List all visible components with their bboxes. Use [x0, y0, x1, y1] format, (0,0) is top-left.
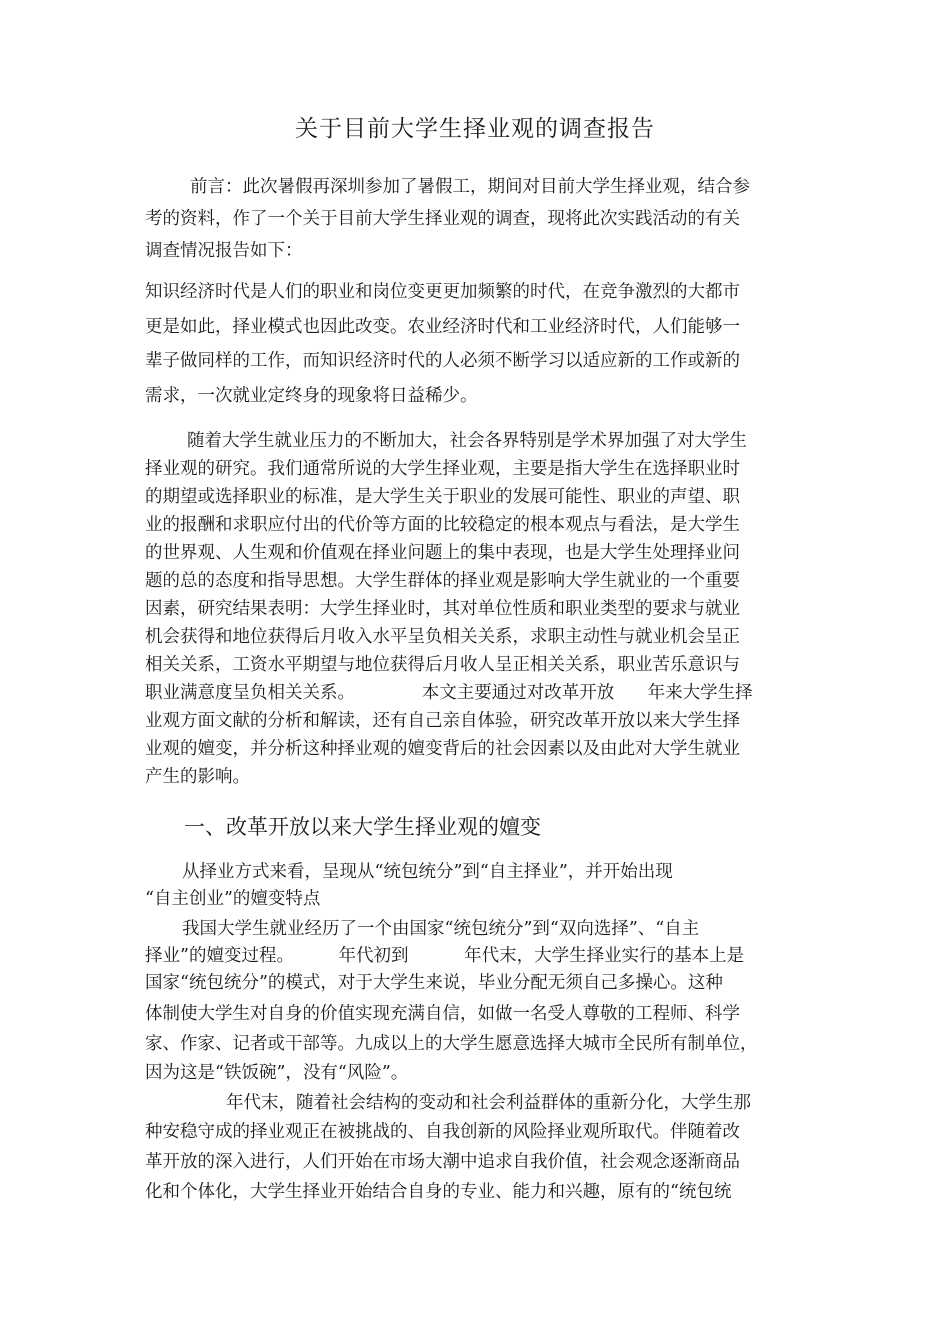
preface-line: 调查情况报告如下：	[145, 241, 303, 261]
preface-line: 考的资料，作了一个关于目前大学生择业观的调查，现将此次实践活动的有关	[145, 209, 740, 229]
paragraph-line: 种安稳守成的择业观正在被挑战的、自我创新的风险择业观所取代。伴随着改	[145, 1122, 740, 1142]
section-heading: 一、改革开放以来大学生择业观的嬗变	[184, 815, 541, 839]
paragraph-line: 体制使大学生对自身的价值实现充满自信，如做一名受人尊敬的工程师、科学	[145, 1004, 740, 1024]
paragraph-line: 知识经济时代是人们的职业和岗位变更更加频繁的时代，在竞争激烈的大都市	[145, 282, 740, 302]
paragraph-line: 的世界观、人生观和价值观在择业问题上的集中表现，也是大学生处理择业问	[145, 543, 740, 563]
paragraph-line: 我国大学生就业经历了一个由国家“统包统分”到“双向选择”、“自主	[182, 919, 700, 939]
paragraph-line: 因为这是“铁饭碗”，没有“风险”。	[145, 1063, 409, 1083]
paragraph-line: 择业观的研究。我们通常所说的大学生择业观，主要是指大学生在选择职业时	[145, 459, 740, 479]
paragraph-line: 相关关系，工资水平期望与地位获得后月收人呈正相关关系，职业苦乐意识与	[145, 655, 740, 675]
paragraph-line: 择业”的嬗变过程。 年代初到 年代末，大学生择业实行的基本上是	[145, 946, 745, 966]
paragraph-line: 需求，一次就业定终身的现象将日益稀少。	[145, 386, 478, 406]
paragraph-line: 产生的影响。	[145, 767, 250, 787]
paragraph-line: 随着大学生就业压力的不断加大，社会各界特别是学术界加强了对大学生	[187, 431, 747, 451]
subheading-line: 从择业方式来看，呈现从“统包统分”到“自主择业”，并开始出现	[182, 862, 673, 882]
subheading-line: “自主创业”的嬗变特点	[145, 889, 321, 909]
paragraph-line: 机会获得和地位获得后月收入水平呈负相关关系，求职主动性与就业机会呈正	[145, 627, 740, 647]
preface-line: 前言：此次暑假再深圳参加了暑假工，期间对目前大学生择业观，结合参	[190, 177, 750, 197]
paragraph-line: 更是如此，择业模式也因此改变。农业经济时代和工业经济时代，人们能够一	[145, 317, 740, 337]
paragraph-line: 的期望或选择职业的标准，是大学生关于职业的发展可能性、职业的声望、职	[145, 487, 740, 507]
paragraph-line: 辈子做同样的工作，而知识经济时代的人必须不断学习以适应新的工作或新的	[145, 351, 740, 371]
paragraph-line: 业观方面文献的分析和解读，还有自己亲自体验，研究改革开放以来大学生择	[145, 711, 740, 731]
paragraph-line: 业的报酬和求职应付出的代价等方面的比较稳定的根本观点与看法，是大学生	[145, 515, 740, 535]
paragraph-line: 家、作家、记者或干部等。九成以上的大学生愿意选择大城市全民所有制单位，	[145, 1034, 758, 1054]
paragraph-line: 国家“统包统分”的模式，对于大学生来说，毕业分配无须自己多操心。这种	[145, 973, 723, 993]
paragraph-line: 年代末，随着社会结构的变动和社会利益群体的重新分化，大学生那	[226, 1093, 751, 1113]
paragraph-line: 因素，研究结果表明：大学生择业时，其对单位性质和职业类型的要求与就业	[145, 599, 740, 619]
paragraph-line: 题的总的态度和指导思想。大学生群体的择业观是影响大学生就业的一个重要	[145, 571, 740, 591]
document-title: 关于目前大学生择业观的调查报告	[295, 116, 655, 142]
paragraph-line: 化和个体化，大学生择业开始结合自身的专业、能力和兴趣，原有的“统包统	[145, 1182, 732, 1202]
paragraph-line: 职业满意度呈负相关关系。 本文主要通过对改革开放 年来大学生择	[145, 683, 753, 703]
paragraph-line: 革开放的深入进行，人们开始在市场大潮中追求自我价值，社会观念逐渐商品	[145, 1152, 740, 1172]
paragraph-line: 业观的嬗变，并分析这种择业观的嬗变背后的社会因素以及由此对大学生就业	[145, 739, 740, 759]
